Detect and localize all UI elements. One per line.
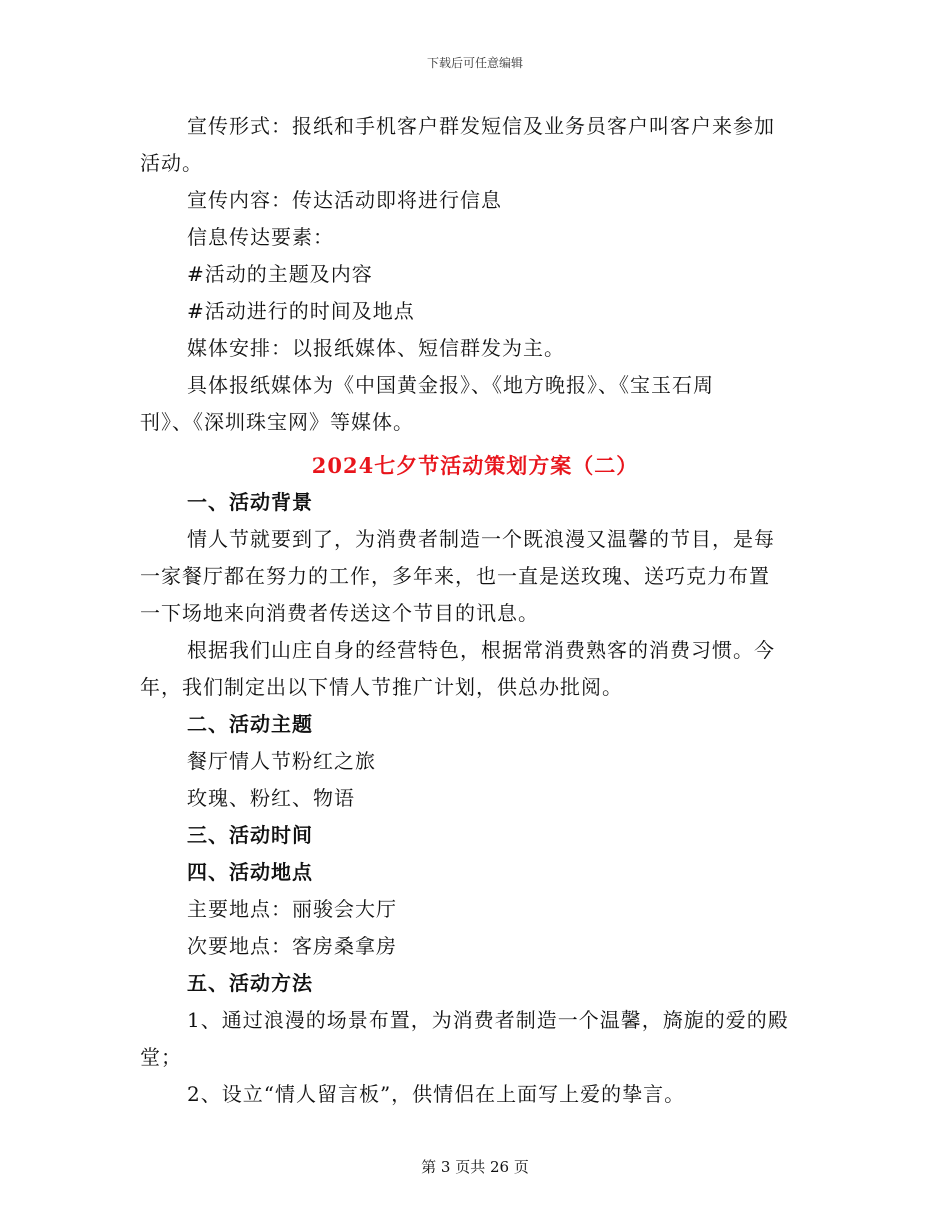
section-heading: 三、活动时间 (187, 823, 313, 847)
paragraph-line: 1、通过浪漫的场景布置，为消费者制造一个温馨，旖旎的爱的殿 (187, 1008, 789, 1032)
paragraph-line: 媒体安排：以报纸媒体、短信群发为主。 (187, 336, 565, 360)
paragraph-line: 刊》、《深圳珠宝网》等媒体。 (140, 410, 414, 434)
paragraph-line: 情人节就要到了，为消费者制造一个既浪漫又温馨的节目，是每 (187, 527, 775, 551)
page-footer: 第 3 页共 26 页 (421, 1158, 529, 1176)
paragraph-line: 宣传形式：报纸和手机客户群发短信及业务员客户叫客户来参加 (187, 114, 775, 138)
section-heading: 四、活动地点 (187, 860, 313, 884)
paragraph-line: #活动进行的时间及地点 (187, 299, 415, 323)
paragraph-line: 根据我们山庄自身的经营特色，根据常消费熟客的消费习惯。今 (187, 638, 775, 662)
paragraph-line: #活动的主题及内容 (187, 262, 373, 286)
section-heading: 二、活动主题 (187, 712, 313, 736)
section-heading: 五、活动方法 (187, 971, 313, 995)
section-heading: 一、活动背景 (187, 490, 313, 514)
paragraph-line: 玫瑰、粉红、物语 (187, 786, 355, 810)
paragraph-line: 年，我们制定出以下情人节推广计划，供总办批阅。 (140, 675, 623, 699)
page-header: 下载后可任意编辑 (426, 56, 523, 70)
paragraph-line: 主要地点：丽骏会大厅 (187, 897, 397, 921)
paragraph-line: 活动。 (140, 151, 203, 175)
paragraph-line: 次要地点：客房桑拿房 (187, 934, 397, 958)
section-title: 2024七夕节活动策划方案（二） (311, 453, 639, 478)
paragraph-line: 具体报纸媒体为《中国黄金报》、《地方晚报》、《宝玉石周 (187, 373, 714, 397)
paragraph-line: 2、设立“情人留言板”，供情侣在上面写上爱的挚言。 (187, 1082, 686, 1106)
paragraph-line: 宣传内容：传达活动即将进行信息 (187, 188, 502, 212)
paragraph-line: 餐厅情人节粉红之旅 (187, 749, 376, 773)
paragraph-line: 一家餐厅都在努力的工作，多年来，也一直是送玫瑰、送巧克力布置 (140, 564, 770, 588)
paragraph-line: 一下场地来向消费者传送这个节目的讯息。 (140, 601, 539, 625)
paragraph-line: 信息传达要素： (187, 225, 334, 249)
paragraph-line: 堂； (140, 1045, 182, 1069)
